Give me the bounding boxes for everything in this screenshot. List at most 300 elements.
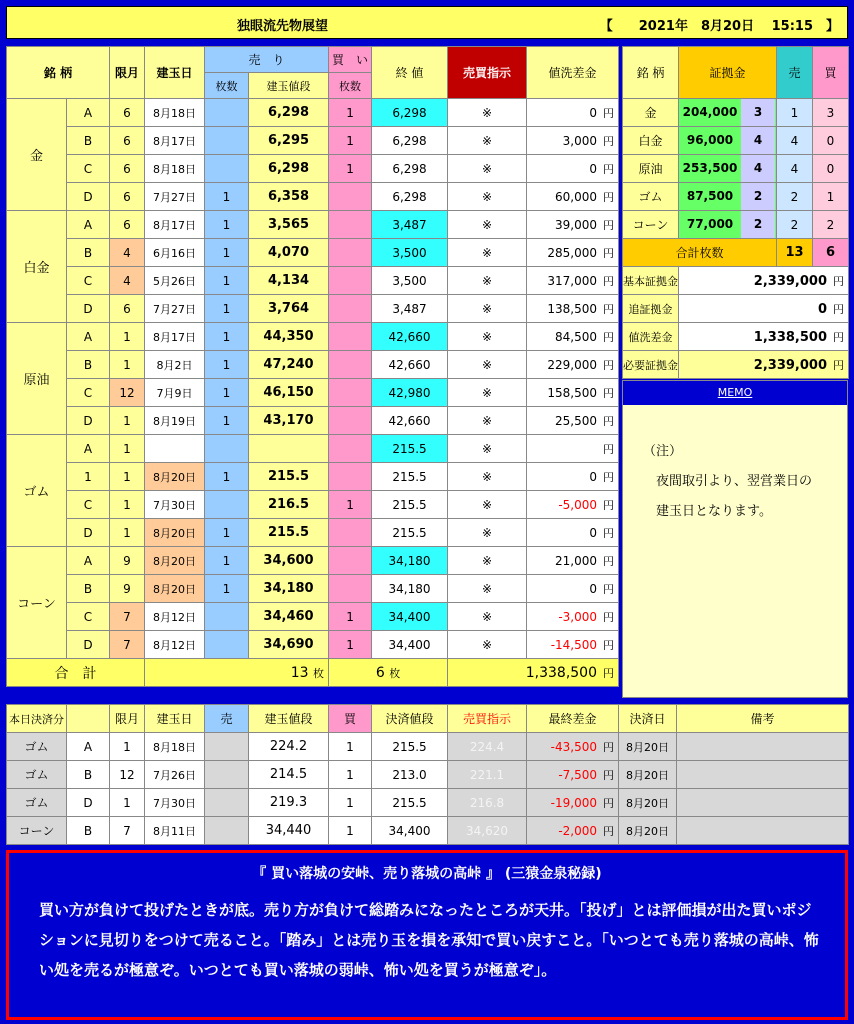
settle-instruction: 34,620 (448, 817, 527, 845)
yen-unit: 円 (603, 358, 615, 372)
settle-sell (205, 761, 249, 789)
yen-unit: 円 (603, 796, 614, 810)
margin-sell: 2 (777, 183, 813, 211)
entry-price: 34,690 (249, 631, 329, 659)
settle-date: 7月26日 (145, 761, 205, 789)
sell-qty (205, 435, 249, 463)
buy-qty (329, 295, 372, 323)
entry-price: 3,764 (249, 295, 329, 323)
settle-settle-price: 34,400 (372, 817, 448, 845)
yen-unit: 円 (603, 610, 615, 624)
margin-buy: 3 (813, 99, 849, 127)
sell-qty: 1 (205, 407, 249, 435)
position-row (7, 491, 619, 519)
month-cell: 6 (110, 295, 145, 323)
row-label: A (67, 99, 110, 127)
yen-unit: 円 (603, 638, 615, 652)
margin-sell: 4 (777, 155, 813, 183)
entry-price: 6,358 (249, 183, 329, 211)
header-name: 銘 柄 (7, 47, 110, 99)
settle-final-cell (527, 817, 619, 845)
sell-qty: 1 (205, 295, 249, 323)
entry-price: 34,460 (249, 603, 329, 631)
settle-label: D (67, 789, 110, 817)
close-price: 215.5 (372, 435, 448, 463)
settle-header-final: 最終差金 (527, 705, 619, 733)
proverb-title: 『 買い落城の安峠、売り落城の高峠 』 (三猿金泉秘録) (252, 866, 602, 882)
yen-unit: 円 (603, 302, 615, 316)
row-label: B (67, 575, 110, 603)
diff-cell (527, 323, 619, 351)
settle-header-name: 本日決済分 (7, 705, 67, 733)
row-label: D (67, 407, 110, 435)
diff-value: 317,000 (547, 273, 598, 288)
margin-commodity: 原油 (623, 155, 679, 183)
settle-date: 8月11日 (145, 817, 205, 845)
position-row (7, 631, 619, 659)
entry-date: 5月26日 (145, 267, 205, 295)
buy-qty: 1 (329, 491, 372, 519)
yen-unit: 円 (603, 526, 615, 540)
position-row (7, 603, 619, 631)
sell-qty: 1 (205, 547, 249, 575)
entry-date: 8月19日 (145, 407, 205, 435)
entry-date: 8月17日 (145, 211, 205, 239)
margin-buy: 2 (813, 211, 849, 239)
diff-value: 84,500 (555, 329, 598, 344)
sell-qty (205, 631, 249, 659)
margin-commodity: コーン (623, 211, 679, 239)
row-label: B (67, 127, 110, 155)
entry-price: 216.5 (249, 491, 329, 519)
header-entry-price: 建玉値段 (249, 73, 329, 99)
settle-sell (205, 733, 249, 761)
diff-value: -5,000 (558, 497, 598, 512)
buy-qty: 1 (329, 99, 372, 127)
month-cell: 7 (110, 603, 145, 631)
position-row (7, 99, 619, 127)
total-diff-cell (448, 659, 619, 687)
settle-header-buy: 買 (329, 705, 372, 733)
position-row (7, 407, 619, 435)
yen-unit: 円 (603, 274, 615, 288)
position-row (7, 547, 619, 575)
instruction-mark: ※ (448, 575, 527, 603)
entry-price: 6,298 (249, 99, 329, 127)
settle-final: -2,000 (558, 823, 597, 838)
instruction-mark: ※ (448, 631, 527, 659)
margin-row (623, 127, 849, 155)
diff-cell (527, 435, 619, 463)
margin-sell: 1 (777, 99, 813, 127)
buy-qty (329, 463, 372, 491)
summary-value: 0 (817, 301, 827, 317)
settle-final-cell (527, 761, 619, 789)
buy-qty (329, 575, 372, 603)
entry-price: 47,240 (249, 351, 329, 379)
diff-cell (527, 547, 619, 575)
close-price: 215.5 (372, 519, 448, 547)
summary-value-cell (679, 323, 849, 351)
close-price: 3,500 (372, 239, 448, 267)
header-close: 終 値 (372, 47, 448, 99)
summary-row (623, 267, 849, 295)
settle-buy: 1 (329, 817, 372, 845)
settle-settle-date: 8月20日 (619, 789, 677, 817)
side-header-name: 銘 柄 (623, 47, 679, 99)
margin-value: 253,500 (682, 161, 738, 175)
yen-unit: 円 (603, 386, 615, 400)
yen-unit: 円 (603, 218, 615, 232)
margin-value: 96,000 (686, 133, 734, 147)
margin-cell (679, 99, 777, 127)
yen-unit: 円 (603, 162, 615, 176)
month-cell: 9 (110, 547, 145, 575)
settle-header-sell: 売 (205, 705, 249, 733)
settle-remarks (677, 761, 849, 789)
close-price: 6,298 (372, 127, 448, 155)
total-row (7, 659, 619, 687)
entry-date: 8月17日 (145, 127, 205, 155)
total-diff: 1,338,500 (525, 664, 598, 681)
side-header-margin: 証拠金 (679, 47, 777, 99)
margin-commodity: 白金 (623, 127, 679, 155)
yen-unit: 円 (603, 666, 615, 680)
commodity-name: ゴム (7, 435, 67, 547)
header-sell: 売 り (205, 47, 329, 73)
settlement-table (6, 704, 849, 845)
summary-value: 2,339,000 (753, 273, 827, 289)
position-row (7, 155, 619, 183)
sell-qty: 1 (205, 183, 249, 211)
header-instruction: 売買指示 (448, 47, 527, 99)
diff-value: 0 (589, 525, 598, 540)
memo-panel (622, 380, 848, 698)
sell-qty: 1 (205, 239, 249, 267)
diff-value: 0 (589, 469, 598, 484)
instruction-mark: ※ (448, 127, 527, 155)
diff-cell (527, 267, 619, 295)
margin-count: 2 (741, 211, 775, 238)
margin-commodity: ゴム (623, 183, 679, 211)
settle-sell (205, 789, 249, 817)
summary-row (623, 323, 849, 351)
settle-label: A (67, 733, 110, 761)
position-row (7, 435, 619, 463)
settle-final-cell (527, 789, 619, 817)
settle-final-cell (527, 733, 619, 761)
position-row (7, 379, 619, 407)
entry-price: 215.5 (249, 463, 329, 491)
instruction-mark: ※ (448, 239, 527, 267)
instruction-mark: ※ (448, 547, 527, 575)
yen-unit: 円 (833, 302, 844, 316)
yen-unit: 円 (603, 768, 614, 782)
entry-price: 44,350 (249, 323, 329, 351)
settle-header-settle-price: 決済値段 (372, 705, 448, 733)
memo-note: （注） 夜間取引より、翌営業日の 建玉日となります。 (643, 444, 813, 519)
position-row (7, 127, 619, 155)
margin-cell (679, 183, 777, 211)
diff-cell (527, 239, 619, 267)
yen-unit: 円 (603, 106, 615, 120)
settle-remarks (677, 733, 849, 761)
margin-sell: 4 (777, 127, 813, 155)
diff-value: 60,000 (555, 189, 598, 204)
settlement-row (7, 733, 849, 761)
entry-price: 46,150 (249, 379, 329, 407)
month-cell: 1 (110, 463, 145, 491)
yen-unit: 円 (603, 246, 615, 260)
diff-value: 138,500 (547, 301, 598, 316)
page-title: 独眼流先物展望 (237, 19, 329, 34)
diff-cell (527, 295, 619, 323)
total-label: 合 計 (7, 659, 145, 687)
margin-row (623, 183, 849, 211)
date-time: 【 2021年 8月20日 15:15 】 (599, 19, 839, 34)
total-buy-cell (329, 659, 448, 687)
buy-qty (329, 211, 372, 239)
close-price: 215.5 (372, 463, 448, 491)
memo-title[interactable]: MEMO (717, 386, 753, 399)
settle-final: -19,000 (550, 795, 597, 810)
total-sell: 13 (290, 664, 309, 681)
summary-value: 1,338,500 (753, 329, 827, 345)
month-cell: 1 (110, 351, 145, 379)
close-price: 3,487 (372, 211, 448, 239)
margin-cell (679, 127, 777, 155)
close-price: 6,298 (372, 155, 448, 183)
diff-cell (527, 519, 619, 547)
sell-qty (205, 603, 249, 631)
settle-settle-date: 8月20日 (619, 761, 677, 789)
month-cell: 1 (110, 519, 145, 547)
row-label: B (67, 351, 110, 379)
settlement-row (7, 817, 849, 845)
entry-date: 8月20日 (145, 547, 205, 575)
buy-qty: 1 (329, 631, 372, 659)
header-buy-qty: 枚数 (329, 73, 372, 99)
month-cell: 6 (110, 155, 145, 183)
buy-qty (329, 547, 372, 575)
settle-sell (205, 817, 249, 845)
settle-header-price: 建玉値段 (249, 705, 329, 733)
buy-qty (329, 351, 372, 379)
total-sell-cell (145, 659, 329, 687)
summary-row (623, 351, 849, 379)
settle-date: 7月30日 (145, 789, 205, 817)
buy-qty (329, 183, 372, 211)
position-row (7, 183, 619, 211)
diff-value: -3,000 (558, 609, 598, 624)
margin-count: 2 (741, 183, 775, 210)
row-label: A (67, 323, 110, 351)
summary-label: 追証拠金 (623, 295, 679, 323)
margin-count: 3 (741, 99, 775, 126)
settle-month: 1 (110, 733, 145, 761)
buy-qty (329, 379, 372, 407)
row-label: D (67, 631, 110, 659)
margin-buy: 0 (813, 127, 849, 155)
settle-header-date: 建玉日 (145, 705, 205, 733)
entry-date: 7月9日 (145, 379, 205, 407)
title-bar (6, 6, 848, 39)
position-row (7, 239, 619, 267)
margin-cell (679, 155, 777, 183)
summary-label: 値洗差金 (623, 323, 679, 351)
settle-instruction: 221.1 (448, 761, 527, 789)
margin-sell: 2 (777, 211, 813, 239)
yen-unit: 円 (603, 442, 615, 456)
settle-remarks (677, 817, 849, 845)
margin-row (623, 99, 849, 127)
position-row (7, 295, 619, 323)
qty-unit: 枚 (389, 666, 401, 680)
margin-total-row (623, 239, 849, 267)
settle-month: 12 (110, 761, 145, 789)
diff-cell (527, 155, 619, 183)
settle-header-month: 限月 (110, 705, 145, 733)
yen-unit: 円 (603, 190, 615, 204)
month-cell: 1 (110, 435, 145, 463)
settle-header-settle-date: 決済日 (619, 705, 677, 733)
settle-buy: 1 (329, 789, 372, 817)
settle-commodity: ゴム (7, 761, 67, 789)
margin-count: 4 (741, 155, 775, 182)
settle-settle-price: 215.5 (372, 733, 448, 761)
margin-count: 4 (741, 127, 775, 154)
month-cell: 9 (110, 575, 145, 603)
yen-unit: 円 (603, 554, 615, 568)
position-row (7, 351, 619, 379)
settle-month: 7 (110, 817, 145, 845)
row-label: C (67, 491, 110, 519)
settle-header-instruction: 売買指示 (448, 705, 527, 733)
margin-cell (679, 211, 777, 239)
settle-price: 214.5 (249, 761, 329, 789)
close-price: 6,298 (372, 99, 448, 127)
diff-cell (527, 631, 619, 659)
diff-value: -14,500 (550, 637, 598, 652)
commodity-name: 金 (7, 99, 67, 211)
diff-value: 21,000 (555, 553, 598, 568)
close-price: 6,298 (372, 183, 448, 211)
settlement-row (7, 789, 849, 817)
settle-final: -7,500 (558, 767, 597, 782)
row-label: A (67, 211, 110, 239)
position-row (7, 519, 619, 547)
diff-cell (527, 183, 619, 211)
settle-price: 219.3 (249, 789, 329, 817)
row-label: D (67, 183, 110, 211)
settle-buy: 1 (329, 733, 372, 761)
sell-qty: 1 (205, 211, 249, 239)
proverb-body: 買い方が負けて投げたときが底。売り方が負けて総踏みになったところが天井。「投げ」とは評価損が出た買いポジションに見切りをつけて売ること。「踏み」とは売り玉を損を承知で買い戻すこと。「いつとても売り落城の高峠、怖い処を売るが極意ぞ。いつとても買い落城の弱峠、怖い処を買うが極意ぞ」。 (39, 901, 819, 979)
sell-qty: 1 (205, 267, 249, 295)
entry-date: 6月16日 (145, 239, 205, 267)
diff-cell (527, 379, 619, 407)
settle-month: 1 (110, 789, 145, 817)
entry-price: 6,298 (249, 155, 329, 183)
settlement-row (7, 761, 849, 789)
row-label: C (67, 603, 110, 631)
diff-value: 285,000 (547, 245, 598, 260)
margin-value: 87,500 (686, 189, 734, 203)
buy-qty: 1 (329, 127, 372, 155)
month-cell: 1 (110, 491, 145, 519)
diff-cell (527, 463, 619, 491)
entry-date: 8月2日 (145, 351, 205, 379)
settle-commodity: コーン (7, 817, 67, 845)
commodity-name: 原油 (7, 323, 67, 435)
diff-value: 158,500 (547, 385, 598, 400)
close-price: 42,980 (372, 379, 448, 407)
summary-value-cell (679, 267, 849, 295)
yen-unit: 円 (603, 330, 615, 344)
close-price: 34,400 (372, 603, 448, 631)
summary-value-cell (679, 295, 849, 323)
row-label: C (67, 379, 110, 407)
row-label: A (67, 547, 110, 575)
settle-buy: 1 (329, 761, 372, 789)
settle-settle-price: 213.0 (372, 761, 448, 789)
row-label: A (67, 435, 110, 463)
diff-value: 0 (589, 105, 598, 120)
entry-date: 8月12日 (145, 631, 205, 659)
settle-instruction: 216.8 (448, 789, 527, 817)
diff-cell (527, 407, 619, 435)
entry-price: 34,180 (249, 575, 329, 603)
instruction-mark: ※ (448, 379, 527, 407)
yen-unit: 円 (603, 824, 614, 838)
yen-unit: 円 (833, 358, 844, 372)
instruction-mark: ※ (448, 211, 527, 239)
settle-commodity: ゴム (7, 789, 67, 817)
summary-value-cell (679, 351, 849, 379)
sell-qty: 1 (205, 379, 249, 407)
yen-unit: 円 (603, 470, 615, 484)
sell-qty (205, 127, 249, 155)
diff-value: 39,000 (555, 217, 598, 232)
header-sell-qty: 枚数 (205, 73, 249, 99)
margin-value: 77,000 (686, 217, 734, 231)
month-cell: 12 (110, 379, 145, 407)
instruction-mark: ※ (448, 491, 527, 519)
row-label: 1 (67, 463, 110, 491)
close-price: 42,660 (372, 323, 448, 351)
entry-date: 8月20日 (145, 463, 205, 491)
yen-unit: 円 (603, 740, 614, 754)
instruction-mark: ※ (448, 407, 527, 435)
diff-value: 0 (589, 581, 598, 596)
entry-date: 8月18日 (145, 99, 205, 127)
settle-settle-date: 8月20日 (619, 733, 677, 761)
settle-label: B (67, 817, 110, 845)
summary-row (623, 295, 849, 323)
entry-date: 8月18日 (145, 155, 205, 183)
margin-table (622, 46, 849, 379)
month-cell: 4 (110, 267, 145, 295)
instruction-mark: ※ (448, 155, 527, 183)
margin-value: 204,000 (682, 105, 738, 119)
margin-commodity: 金 (623, 99, 679, 127)
entry-price: 4,070 (249, 239, 329, 267)
margin-buy: 0 (813, 155, 849, 183)
sell-qty (205, 491, 249, 519)
row-label: D (67, 295, 110, 323)
buy-qty (329, 267, 372, 295)
sell-qty: 1 (205, 323, 249, 351)
